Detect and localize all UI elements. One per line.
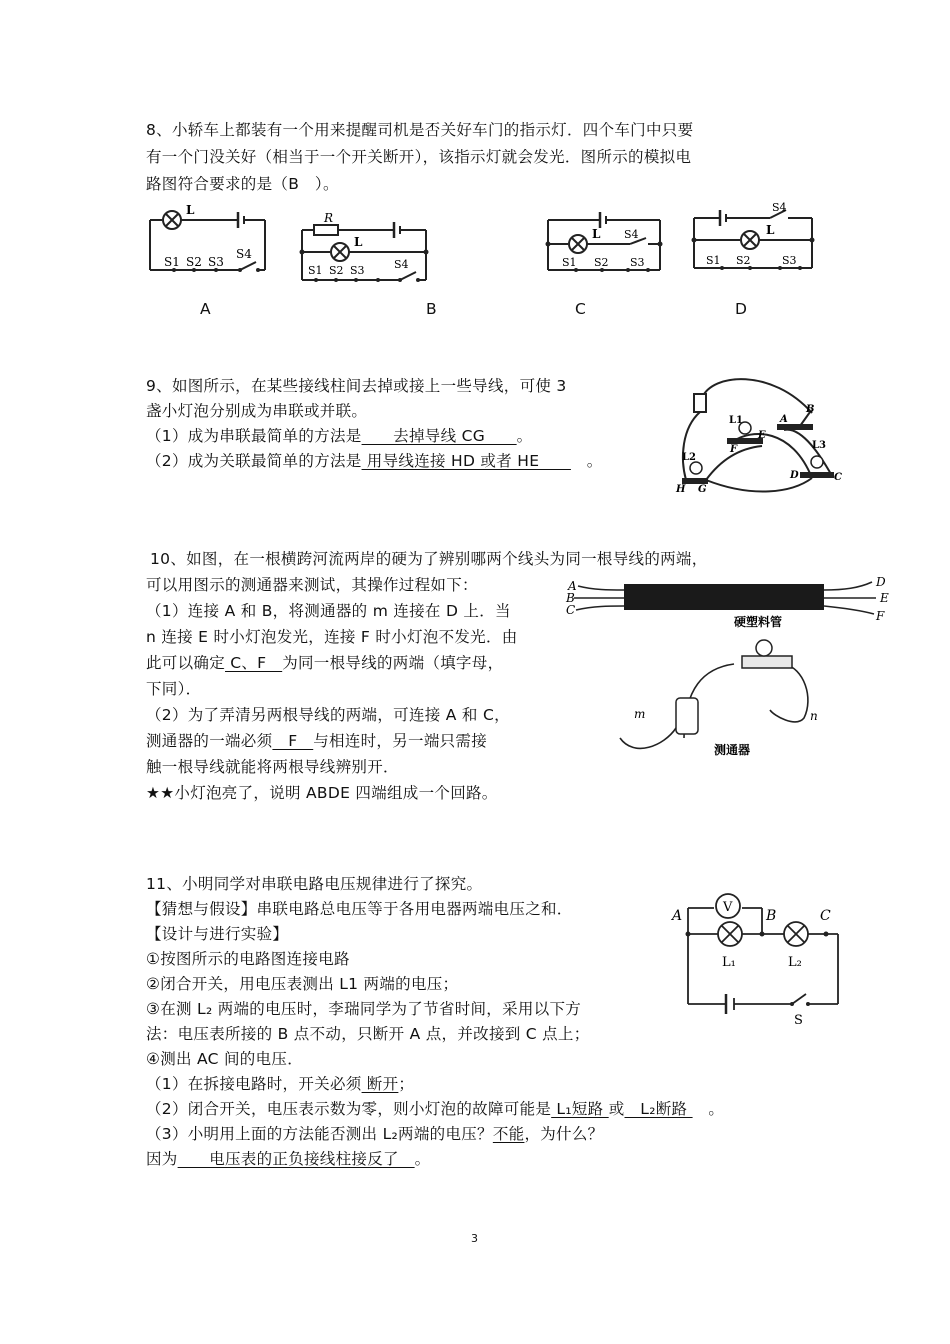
page-number: 3 xyxy=(471,1232,478,1245)
q11-part3-suffix: ，为什么？ xyxy=(524,1125,604,1143)
circuit-figure-b xyxy=(294,210,434,290)
q10-text-line3: （1）连接 A 和 B，将测通器的 m 连接在 D 上．当 xyxy=(146,602,511,620)
q9-label-c: C xyxy=(834,472,842,483)
q11-label-l2: L₂ xyxy=(788,955,802,970)
q9-label-h: H xyxy=(676,484,686,495)
q11-text-line6: ③在测 L₂ 两端的电压时，李瑞同学为了节省时间，采用以下方 xyxy=(146,1000,582,1018)
fig-a-label-s4: S4 xyxy=(236,247,252,261)
q10-label-b: B xyxy=(566,591,575,605)
q11-part1-answer: 断开 xyxy=(361,1075,399,1093)
q11-part3-prefix: （3）小明用上面的方法能否测出 L₂两端的电压？ xyxy=(146,1125,493,1143)
q8-option-b: B xyxy=(426,300,437,318)
q11-label-c: C xyxy=(820,908,831,924)
q11-part1-prefix: （1）在拆接电路时，开关必须 xyxy=(146,1075,362,1093)
q9-label-a: A xyxy=(780,414,788,425)
q11-text-line5: ②闭合开关，用电压表测出 L1 两端的电压； xyxy=(146,975,459,993)
fig-a-label-s3: S3 xyxy=(208,255,224,269)
q11-part2 xyxy=(146,1097,724,1119)
q10-line8-answer: F xyxy=(272,732,314,750)
q10-text-line9: 触一根导线就能将两根导线辨别开． xyxy=(146,758,399,776)
q11-part1-suffix: ； xyxy=(398,1075,415,1093)
q9-label-f: F xyxy=(730,444,738,455)
q11-part2-answer2: L₂断路 xyxy=(624,1100,693,1118)
q10-label-e: E xyxy=(880,591,889,605)
q10-label-m: m xyxy=(634,707,646,721)
q11-text-line1: 11、小明同学对串联电路电压规律进行了探究。 xyxy=(146,875,483,893)
circuit-figure-a xyxy=(140,200,275,280)
q11-part4-prefix: 因为 xyxy=(146,1150,178,1168)
q10-text-line6: 下同）． xyxy=(146,680,202,698)
q9-part2-suffix: 。 xyxy=(570,452,603,470)
q8-text-line3: 路图符合要求的是（B ）。 xyxy=(146,175,339,193)
fig-b-label-r: R xyxy=(324,211,334,225)
q11-part3-answer: 不能 xyxy=(492,1125,525,1143)
q9-label-d: D xyxy=(790,470,799,481)
fig-d-label-s3: S3 xyxy=(782,254,797,267)
q9-part2-answer: 用导线连接 HD 或者 HE xyxy=(361,452,571,470)
fig-a-label-s2: S2 xyxy=(186,255,202,269)
q10-line5-prefix: 此可以确定 xyxy=(146,654,226,672)
q10-tube-tester-figure xyxy=(564,568,900,764)
fig-c-label-s3: S3 xyxy=(630,256,645,269)
q11-label-b: B xyxy=(766,908,777,924)
q8-option-a: A xyxy=(200,300,211,318)
fig-b-label-s4: S4 xyxy=(394,258,409,271)
q9-label-b: B xyxy=(806,404,815,415)
q9-part1-prefix: （1）成为串联最简单的方法是 xyxy=(146,427,362,445)
fig-c-label-l: L xyxy=(592,227,601,241)
q10-line8-prefix: 测通器的一端必须 xyxy=(146,732,273,750)
q10-text-line5 xyxy=(146,651,503,673)
circuit-figure-c xyxy=(540,208,670,283)
circuit-figure-d xyxy=(686,198,821,278)
q9-label-g: G xyxy=(698,484,707,495)
q10-label-a: A xyxy=(568,579,577,593)
q11-part3 xyxy=(146,1122,603,1144)
q10-label-d: D xyxy=(876,575,886,589)
fig-b-label-s2: S2 xyxy=(329,264,344,277)
q10-line5-answer: C、F xyxy=(225,654,283,672)
q11-voltmeter-label: V xyxy=(723,900,733,915)
q11-part4 xyxy=(146,1147,430,1169)
q11-text-line3: 【设计与进行实验】 xyxy=(146,925,289,943)
q11-part2-suffix: 。 xyxy=(692,1100,725,1118)
q10-text-line1: 10、如图，在一根横跨河流两岸的硬为了辨别哪两个线头为同一根导线的两端， xyxy=(150,550,708,568)
q10-line8-suffix: 与相连时，另一端只需接 xyxy=(313,732,488,750)
q8-text-line1: 8、小轿车上都装有一个用来提醒司机是否关好车门的指示灯．四个车门中只要 xyxy=(146,121,694,139)
q11-text-line4: ①按图所示的电路图连接电路 xyxy=(146,950,350,968)
q11-part4-answer: 电压表的正负接线柱接反了 xyxy=(177,1150,415,1168)
fig-d-label-s1: S1 xyxy=(706,254,721,267)
q9-part2 xyxy=(146,449,603,471)
q10-text-line8 xyxy=(146,729,487,751)
fig-c-label-s1: S1 xyxy=(562,256,577,269)
q11-part2-mid: 或 xyxy=(608,1100,625,1118)
fig-a-label-s1: S1 xyxy=(164,255,180,269)
q10-text-line2: 可以用图示的测通器来测试，其操作过程如下： xyxy=(146,576,478,594)
q11-label-s: S xyxy=(794,1013,803,1026)
fig-b-label-s1: S1 xyxy=(308,264,323,277)
q11-text-line7: 法：电压表所接的 B 点不动，只断开 A 点，并改接到 C 点上； xyxy=(146,1025,590,1043)
fig-b-label-s3: S3 xyxy=(350,264,365,277)
q8-text-line2: 有一个门没关好（相当于一个开关断开），该指示灯就会发光．图所示的模拟电 xyxy=(146,148,692,166)
fig-d-label-l: L xyxy=(766,223,775,237)
q9-label-l1: L1 xyxy=(729,415,743,426)
fig-c-label-s2: S2 xyxy=(594,256,609,269)
q11-part2-answer1: L₁短路 xyxy=(551,1100,609,1118)
q9-label-l3: L3 xyxy=(812,440,826,451)
q11-text-line2: 【猜想与假设】串联电路总电压等于各用电器两端电压之和． xyxy=(146,900,573,918)
q11-label-a: A xyxy=(672,908,683,924)
fig-d-label-s2: S2 xyxy=(736,254,751,267)
q10-label-tube: 硬塑料管 xyxy=(734,615,783,629)
fig-c-label-s4: S4 xyxy=(624,228,639,241)
q11-label-l1: L₁ xyxy=(722,955,736,970)
q10-label-n: n xyxy=(810,709,818,723)
q9-text-line1: 9、如图所示，在某些接线柱间去掉或接上一些导线，可使 3 xyxy=(146,377,567,395)
q8-option-c: C xyxy=(575,300,587,318)
q10-text-line4: n 连接 E 时小灯泡发光，连接 F 时小灯泡不发光．由 xyxy=(146,628,518,646)
fig-a-label-l: L xyxy=(186,203,195,217)
q11-part1 xyxy=(146,1072,414,1094)
q9-part1-suffix: 。 xyxy=(516,427,533,445)
fig-b-label-l: L xyxy=(354,235,363,249)
q9-text-line2: 盏小灯泡分别成为串联或并联。 xyxy=(146,402,368,420)
q9-label-e: E xyxy=(758,430,766,441)
q11-part2-prefix: （2）闭合开关，电压表示数为零，则小灯泡的故障可能是 xyxy=(146,1100,552,1118)
q11-text-line8: ④测出 AC 间的电压． xyxy=(146,1050,304,1068)
q8-option-d: D xyxy=(735,300,748,318)
q10-text-line10: ★★小灯泡亮了，说明 ABDE 四端组成一个回路。 xyxy=(146,784,498,802)
fig-d-label-s4: S4 xyxy=(772,201,787,214)
q9-wiring-figure xyxy=(672,368,850,496)
q9-part2-prefix: （2）成为关联最简单的方法是 xyxy=(146,452,362,470)
q11-series-circuit-figure xyxy=(666,878,856,1026)
q10-label-c: C xyxy=(566,603,576,617)
q10-text-line7: （2）为了弄清另两根导线的两端，可连接 A 和 C， xyxy=(146,706,510,724)
q10-line5-suffix: 为同一根导线的两端（填字母， xyxy=(282,654,504,672)
q9-part1 xyxy=(146,424,532,446)
q10-label-f: F xyxy=(876,609,885,623)
q9-label-l2: L2 xyxy=(682,452,696,463)
q10-label-tester: 测通器 xyxy=(714,743,751,757)
q9-part1-answer: 去掉导线 CG xyxy=(361,427,517,445)
q11-part4-suffix: 。 xyxy=(414,1150,431,1168)
